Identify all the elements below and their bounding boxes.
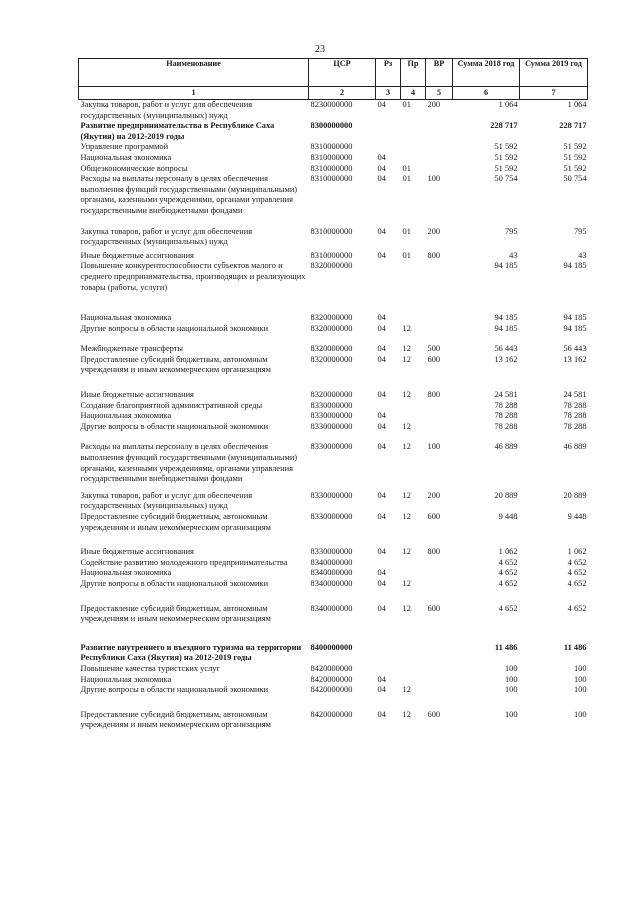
row-csr: 8330000000 xyxy=(310,400,353,410)
table-row xyxy=(79,547,588,558)
row-name: Иные бюджетные ассигнования xyxy=(80,547,194,557)
row-vr xyxy=(426,675,453,686)
row-name: Другие вопросы в области национальной экономики xyxy=(80,578,269,588)
row-sum-2018: 43 xyxy=(509,250,518,260)
row-vr xyxy=(426,568,453,579)
row-sum-2019: 4 652 xyxy=(567,578,587,588)
header-sum-2018: Сумма 2018 год xyxy=(453,59,520,87)
table-row xyxy=(79,121,588,142)
row-rz: 04 xyxy=(377,390,386,400)
row-csr: 8310000000 xyxy=(310,250,353,260)
row-vr xyxy=(426,401,453,412)
row-sum-2019: 228 717 xyxy=(559,121,587,131)
row-rz: 04 xyxy=(377,578,386,588)
header-number-1: 1 xyxy=(79,87,309,100)
row-name: Развитие внутреннего и въездного туризма на территории Республики Саха (Якутия) на 2012-2019 годы xyxy=(80,642,302,663)
row-sum-2019: 78 288 xyxy=(563,421,587,431)
row-name: Иные бюджетные ассигнования xyxy=(80,250,194,260)
row-sum-2018: 56 443 xyxy=(494,344,518,354)
row-pr: 12 xyxy=(402,709,411,719)
header-number-3: 3 xyxy=(376,87,401,100)
row-csr: 8330000000 xyxy=(310,442,353,452)
row-spacer xyxy=(79,533,588,547)
row-name: Повышение конкурентоспособности субъектов малого и среднего предпринимательства, производящих и реализующих товары (работы, услуги) xyxy=(80,261,306,292)
row-name: Межбюджетные трансферты xyxy=(80,344,184,354)
row-pr xyxy=(401,313,426,324)
row-vr: 200 xyxy=(426,100,453,122)
row-vr xyxy=(426,643,453,664)
row-sum-2018: 228 717 xyxy=(490,121,518,131)
row-rz: 04 xyxy=(377,490,386,500)
row-rz: 04 xyxy=(377,603,386,613)
row-rz: 04 xyxy=(377,250,386,260)
table-row xyxy=(79,313,588,324)
row-pr: 12 xyxy=(402,390,411,400)
table-row xyxy=(79,604,588,625)
row-sum-2019: 4 652 xyxy=(567,603,587,613)
row-csr: 8420000000 xyxy=(310,685,353,695)
row-vr xyxy=(426,685,453,696)
table-row xyxy=(79,227,588,248)
row-csr: 8300000000 xyxy=(310,121,353,131)
row-name: Закупка товаров, работ и услуг для обеспечения государственных (муниципальных) нужд xyxy=(80,226,253,247)
table-row xyxy=(79,675,588,686)
row-pr: 12 xyxy=(402,685,411,695)
row-csr: 8320000000 xyxy=(310,354,353,364)
row-spacer xyxy=(79,293,588,313)
row-csr: 8320000000 xyxy=(310,344,353,354)
table-row xyxy=(79,164,588,175)
row-vr: 600 xyxy=(427,603,441,613)
row-name: Содействие развитию молодежного предпринимательства xyxy=(80,557,288,567)
row-csr: 8320000000 xyxy=(310,261,353,271)
row-vr xyxy=(426,422,453,433)
table-row xyxy=(79,251,588,262)
row-rz: 04 xyxy=(377,411,386,421)
row-rz: 04 xyxy=(376,100,401,122)
row-name: Национальная экономика xyxy=(80,152,172,162)
table-row xyxy=(79,100,588,122)
row-csr: 8320000000 xyxy=(310,390,353,400)
row-pr xyxy=(401,558,426,569)
header-number-5: 5 xyxy=(426,87,453,100)
row-sum-2019: 100 xyxy=(573,674,587,684)
table-row xyxy=(79,710,588,731)
row-sum-2018: 20 889 xyxy=(494,490,518,500)
row-pr: 12 xyxy=(402,603,411,613)
row-name: Расходы на выплаты персоналу в целях обеспечения выполнения функций государственными (муниципальными) органами, казенными учреждениями, органами управления государственными внебюджетными фондами xyxy=(80,174,298,215)
row-rz: 04 xyxy=(377,313,386,323)
row-rz: 04 xyxy=(377,174,386,184)
header-pr: Пр xyxy=(401,59,426,87)
table-row xyxy=(79,579,588,590)
row-name: Национальная экономика xyxy=(80,674,172,684)
row-vr: 600 xyxy=(427,354,441,364)
row-csr: 8420000000 xyxy=(310,663,353,673)
row-csr: 8330000000 xyxy=(310,411,353,421)
row-rz xyxy=(376,401,401,412)
table-row xyxy=(79,422,588,433)
header-number-6: 6 xyxy=(453,87,520,100)
row-csr: 8310000000 xyxy=(310,163,353,173)
row-pr xyxy=(401,261,426,293)
row-rz: 04 xyxy=(377,568,386,578)
row-rz: 04 xyxy=(377,547,386,557)
row-spacer xyxy=(79,590,588,604)
row-pr: 12 xyxy=(402,512,411,521)
row-sum-2018: 9 448 xyxy=(498,512,518,521)
row-sum-2019: 100 xyxy=(573,685,587,695)
row-sum-2018: 94 185 xyxy=(494,323,518,333)
row-sum-2018: 24 581 xyxy=(494,390,518,400)
row-name: Другие вопросы в области национальной экономики xyxy=(80,421,269,431)
row-csr: 8320000000 xyxy=(310,323,353,333)
row-vr: 800 xyxy=(427,390,441,400)
row-pr xyxy=(401,121,426,142)
row-vr xyxy=(426,313,453,324)
row-sum-2018: 4 652 xyxy=(498,603,518,613)
row-sum-2018: 4 652 xyxy=(498,578,518,588)
row-vr xyxy=(426,121,453,142)
table-row xyxy=(79,261,588,293)
row-pr xyxy=(401,411,426,422)
row-spacer-cell xyxy=(79,376,588,390)
row-rz: 04 xyxy=(377,512,386,521)
row-sum-2019: 56 443 xyxy=(563,344,587,354)
row-vr: 800 xyxy=(427,250,441,260)
row-rz: 04 xyxy=(377,709,386,719)
row-rz: 04 xyxy=(377,442,386,452)
row-name: Предоставление субсидий бюджетным, автономным учреждениям и иным некоммерческим организациям xyxy=(80,354,271,375)
row-pr xyxy=(401,153,426,164)
table-row xyxy=(79,153,588,164)
row-sum-2019: 24 581 xyxy=(563,390,587,400)
row-spacer xyxy=(79,376,588,390)
row-csr: 8330000000 xyxy=(310,421,353,431)
row-csr: 8310000000 xyxy=(310,174,353,184)
row-pr xyxy=(401,142,426,153)
row-spacer-cell xyxy=(79,334,588,344)
header-number-4: 4 xyxy=(401,87,426,100)
row-csr: 8310000000 xyxy=(310,142,353,152)
row-spacer xyxy=(79,696,588,710)
row-pr: 12 xyxy=(402,323,411,333)
row-rz: 04 xyxy=(377,163,386,173)
row-sum-2018: 13 162 xyxy=(494,354,518,364)
row-sum-2018: 100 xyxy=(504,663,518,673)
header-name: Наименование xyxy=(79,59,309,87)
row-csr: 8310000000 xyxy=(310,226,353,236)
row-rz xyxy=(376,121,401,142)
row-name: Закупка товаров, работ и услуг для обеспечения государственных (муниципальных) нужд xyxy=(79,100,309,122)
table-row xyxy=(79,411,588,422)
row-sum-2018: 1 064 xyxy=(453,100,520,122)
row-sum-2018: 94 185 xyxy=(494,313,518,323)
row-sum-2018: 100 xyxy=(504,709,518,719)
row-rz xyxy=(376,664,401,675)
row-csr: 8330000000 xyxy=(310,490,353,500)
table-row xyxy=(79,558,588,569)
row-pr xyxy=(401,568,426,579)
table-row xyxy=(79,174,588,216)
row-rz: 04 xyxy=(377,421,386,431)
row-sum-2019: 50 754 xyxy=(563,174,587,184)
row-csr: 8420000000 xyxy=(310,674,353,684)
row-sum-2018: 100 xyxy=(504,674,518,684)
row-name: Создание благоприятной административной среды xyxy=(80,400,263,410)
row-pr: 12 xyxy=(402,490,411,500)
row-sum-2019: 51 592 xyxy=(563,142,587,152)
row-spacer xyxy=(79,334,588,344)
row-pr: 12 xyxy=(402,547,411,557)
row-csr: 8400000000 xyxy=(310,642,353,652)
row-name: Развитие предпринимательства в Республике Саха (Якутия) на 2012-2019 годы xyxy=(80,121,275,141)
page-number: 23 xyxy=(315,44,325,55)
table-header xyxy=(79,59,588,100)
row-name: Повышение качества туристских услуг xyxy=(80,663,220,673)
row-name: Другие вопросы в области национальной экономики xyxy=(80,323,269,333)
row-sum-2018: 50 754 xyxy=(494,174,518,184)
row-name: Иные бюджетные ассигнования xyxy=(80,390,194,400)
row-sum-2019: 20 889 xyxy=(563,490,587,500)
row-vr: 100 xyxy=(427,442,441,452)
row-sum-2018: 46 889 xyxy=(494,442,518,452)
row-vr xyxy=(426,261,453,293)
row-vr xyxy=(426,164,453,175)
row-spacer-cell xyxy=(79,590,588,604)
row-pr xyxy=(401,643,426,664)
row-vr xyxy=(426,558,453,569)
row-pr: 01 xyxy=(402,250,411,260)
row-vr xyxy=(426,324,453,335)
row-name: Другие вопросы в области национальной экономики xyxy=(80,685,269,695)
table-row xyxy=(79,568,588,579)
row-sum-2018: 11 486 xyxy=(494,642,518,652)
row-spacer-cell xyxy=(79,625,588,643)
row-vr xyxy=(426,411,453,422)
row-vr: 200 xyxy=(427,226,441,236)
row-sum-2018: 4 652 xyxy=(498,557,518,567)
row-rz xyxy=(376,142,401,153)
row-sum-2018: 51 592 xyxy=(494,163,518,173)
row-name: Предоставление субсидий бюджетным, автономным учреждениям и иным некоммерческим организациям xyxy=(80,709,271,730)
row-name: Национальная экономика xyxy=(80,568,172,578)
row-sum-2019: 78 288 xyxy=(563,400,587,410)
row-rz: 04 xyxy=(377,674,386,684)
row-sum-2019: 795 xyxy=(573,226,587,236)
row-pr xyxy=(401,664,426,675)
row-pr: 01 xyxy=(402,163,411,173)
row-spacer xyxy=(79,625,588,643)
row-sum-2019: 94 185 xyxy=(563,323,587,333)
header-number-2: 2 xyxy=(309,87,376,100)
row-rz: 04 xyxy=(377,323,386,333)
row-pr: 12 xyxy=(402,578,411,588)
row-spacer xyxy=(79,432,588,442)
row-sum-2018: 94 185 xyxy=(494,261,518,271)
row-vr: 200 xyxy=(427,490,441,500)
row-pr: 12 xyxy=(402,354,411,364)
row-name: Национальная экономика xyxy=(80,313,172,323)
row-sum-2019: 94 185 xyxy=(563,261,587,271)
row-sum-2018: 4 652 xyxy=(498,568,518,578)
row-rz: 04 xyxy=(377,344,386,354)
table-row xyxy=(79,491,588,512)
row-name: Общеэкономические вопросы xyxy=(80,163,188,173)
row-csr: 8330000000 xyxy=(310,547,353,557)
table-row xyxy=(79,643,588,664)
row-sum-2019: 100 xyxy=(573,663,587,673)
row-vr xyxy=(426,579,453,590)
row-csr: 8340000000 xyxy=(310,578,353,588)
table-row xyxy=(79,390,588,401)
row-name: Управление программой xyxy=(80,142,169,152)
row-vr: 600 xyxy=(427,512,441,521)
row-vr: 600 xyxy=(427,709,441,719)
row-sum-2018: 100 xyxy=(504,685,518,695)
row-pr: 12 xyxy=(402,344,411,354)
row-csr: 8340000000 xyxy=(310,568,353,578)
row-csr: 8420000000 xyxy=(310,709,353,719)
row-csr: 8340000000 xyxy=(310,557,353,567)
row-sum-2019: 13 162 xyxy=(563,354,587,364)
table-row xyxy=(79,664,588,675)
row-rz xyxy=(376,261,401,293)
row-pr xyxy=(401,675,426,686)
row-sum-2018: 78 288 xyxy=(494,400,518,410)
row-sum-2019: 4 652 xyxy=(567,557,587,567)
row-sum-2018: 78 288 xyxy=(494,421,518,431)
row-sum-2019: 1 064 xyxy=(520,100,588,122)
header-vr: ВР xyxy=(426,59,453,87)
row-sum-2018: 795 xyxy=(504,226,518,236)
row-sum-2019: 1 062 xyxy=(567,547,587,557)
row-vr xyxy=(426,153,453,164)
header-number-7: 7 xyxy=(520,87,588,100)
budget-table-container xyxy=(78,58,587,731)
row-vr xyxy=(426,664,453,675)
row-spacer-cell xyxy=(79,432,588,442)
row-spacer-cell xyxy=(79,217,588,227)
table-row xyxy=(79,142,588,153)
row-sum-2019: 9 448 xyxy=(567,512,587,521)
row-csr: 8230000000 xyxy=(309,100,376,122)
row-sum-2019: 51 592 xyxy=(563,163,587,173)
row-sum-2019: 4 652 xyxy=(567,568,587,578)
table-row xyxy=(79,685,588,696)
row-rz: 04 xyxy=(377,152,386,162)
table-row xyxy=(79,512,588,533)
row-csr: 8340000000 xyxy=(310,603,353,613)
row-pr xyxy=(401,401,426,412)
header-sum-2019: Сумма 2019 год xyxy=(520,59,588,87)
row-name: Предоставление субсидий бюджетным, автономным учреждениям и иным некоммерческим организациям xyxy=(80,603,271,624)
row-sum-2018: 1 062 xyxy=(498,547,518,557)
row-rz: 04 xyxy=(377,354,386,364)
row-vr: 100 xyxy=(427,174,441,184)
row-csr: 8310000000 xyxy=(310,152,353,162)
row-rz: 04 xyxy=(377,685,386,695)
row-rz xyxy=(376,558,401,569)
row-spacer-cell xyxy=(79,533,588,547)
row-vr: 800 xyxy=(427,547,441,557)
row-vr: 500 xyxy=(427,344,441,354)
row-pr: 01 xyxy=(401,100,426,122)
header-csr: ЦСР xyxy=(309,59,376,87)
row-sum-2018: 51 592 xyxy=(494,152,518,162)
row-sum-2018: 78 288 xyxy=(494,411,518,421)
budget-table xyxy=(78,58,588,731)
row-pr: 12 xyxy=(402,442,411,452)
row-spacer-cell xyxy=(79,293,588,313)
row-name: Закупка товаров, работ и услуг для обеспечения государственных (муниципальных) нужд xyxy=(80,490,253,511)
row-sum-2019: 100 xyxy=(573,709,587,719)
row-csr: 8330000000 xyxy=(310,512,353,521)
row-pr: 01 xyxy=(402,174,411,184)
row-rz xyxy=(376,643,401,664)
row-name: Предоставление субсидий бюджетным, автономным учреждениям и иным некоммерческим организациям xyxy=(80,512,271,532)
row-sum-2019: 51 592 xyxy=(563,152,587,162)
row-sum-2019: 78 288 xyxy=(563,411,587,421)
table-row xyxy=(79,344,588,355)
table-row xyxy=(79,324,588,335)
row-spacer xyxy=(79,217,588,227)
row-name: Национальная экономика xyxy=(80,411,172,421)
table-row xyxy=(79,442,588,484)
row-pr: 01 xyxy=(402,226,411,236)
table-row xyxy=(79,355,588,376)
row-spacer-cell xyxy=(79,696,588,710)
row-sum-2019: 94 185 xyxy=(563,313,587,323)
header-rz: Рз xyxy=(376,59,401,87)
row-sum-2019: 43 xyxy=(578,250,587,260)
table-body xyxy=(79,100,588,731)
row-name: Расходы на выплаты персоналу в целях обеспечения выполнения функций государственными (муниципальными) органами, казенными учреждениями, органами управления государственными внебюджетными фондами xyxy=(80,442,298,484)
row-sum-2019: 11 486 xyxy=(563,642,587,652)
row-sum-2019: 46 889 xyxy=(563,442,587,452)
row-pr: 12 xyxy=(402,421,411,431)
table-row xyxy=(79,401,588,412)
row-vr xyxy=(426,142,453,153)
row-rz: 04 xyxy=(377,226,386,236)
row-sum-2018: 51 592 xyxy=(494,142,518,152)
row-csr: 8320000000 xyxy=(310,313,353,323)
